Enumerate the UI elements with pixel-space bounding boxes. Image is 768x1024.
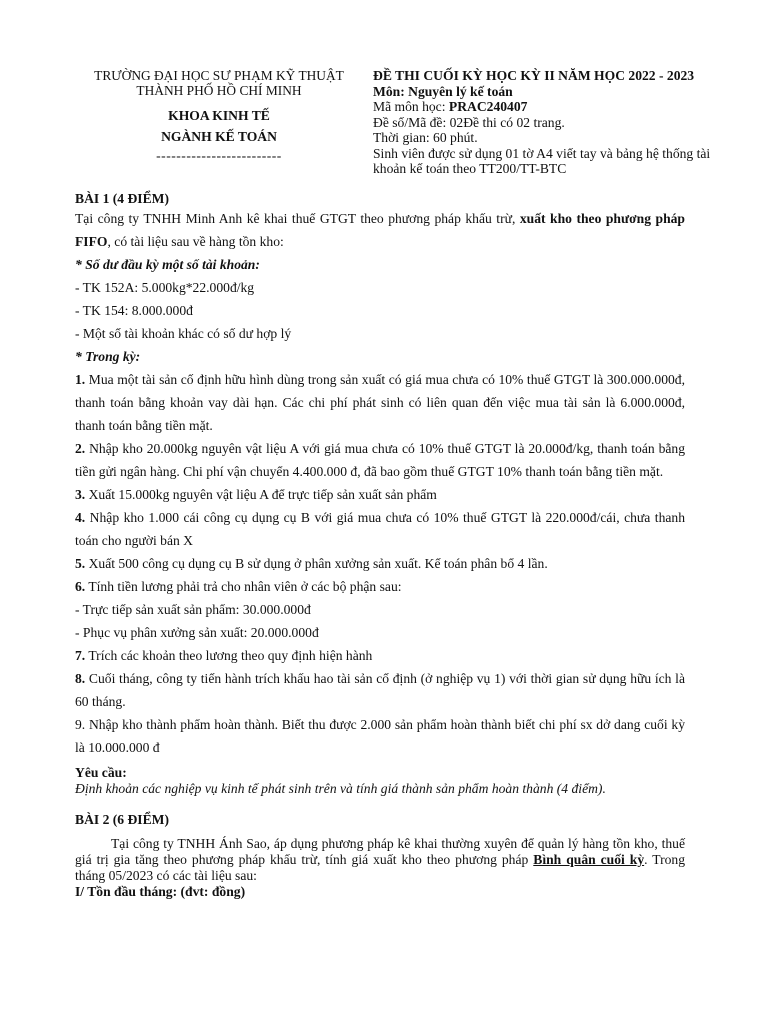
opening-item: - TK 152A: 5.000kg*22.000đ/kg	[75, 280, 255, 295]
exam-number: Đề số/Mã đề: 02Đề thi có 02 trang.	[373, 114, 565, 130]
bai2-title: BÀI 2 (6 ĐIỂM)	[75, 812, 170, 827]
item-number: 3.	[75, 487, 86, 502]
item-number: 1.	[75, 372, 86, 387]
item-number: 5.	[75, 556, 86, 571]
item-text: Nhập kho 1.000 cái công cụ dụng cụ B với giá mua chưa có 10% thuế GTGT là 220.000đ/cái, chưa thanh toán cho người bán X	[75, 510, 685, 548]
header-left	[84, 68, 354, 163]
bai2-intro	[75, 836, 685, 884]
item-number: 4.	[75, 510, 86, 525]
requirement-title: Yêu cầu:	[75, 765, 127, 780]
transaction-item	[75, 644, 685, 667]
exam-body	[75, 190, 685, 900]
bai2-method: Bình quân cuối kỳ	[533, 852, 645, 867]
transaction-item-9: 9. Nhập kho thành phẩm hoàn thành. Biết thu được 2.000 sản phẩm hoàn thành biết chi phí sx dở dang cuối kỳ là 10.000.000 đ	[75, 717, 685, 755]
bai2-section	[75, 811, 685, 900]
item-number: 2.	[75, 441, 86, 456]
period-title: * Trong kỳ:	[75, 349, 141, 364]
item-text: Cuối tháng, công ty tiến hành trích khấu hao tài sản cố định (ở nghiệp vụ 1) với thời gian sử dụng hữu ích là 60 tháng.	[75, 671, 685, 709]
bai1-intro-text: Tại công ty TNHH Minh Anh kê khai thuế GTGT theo phương pháp khấu trừ,	[75, 211, 520, 226]
item-text: Nhập kho 20.000kg nguyên vật liệu A với giá mua chưa có 10% thuế GTGT là 20.000đ/kg, thanh toán bằng tiền gửi ngân hàng. Chi phí vận chuyển 4.400.000 đ, đã bao gồm thuế GTGT 10% thanh toán bằng tiền mặt.	[75, 441, 685, 479]
course-code-line	[373, 99, 718, 115]
exam-title: ĐỀ THI CUỐI KỲ HỌC KỲ II NĂM HỌC 2022 - 2023	[373, 68, 695, 83]
bai1-intro-bold: xuất kho theo phương pháp FIFO	[75, 211, 685, 249]
exam-note: Sinh viên được sử dụng 01 tờ A4 viết tay và bảng hệ thống tài khoản kế toán theo TT200/TT-BTC	[373, 145, 711, 176]
item-number: 8.	[75, 671, 86, 686]
transaction-item	[75, 437, 685, 483]
item-text: Xuất 15.000kg nguyên vật liệu A để trực tiếp sản xuất sản phẩm	[85, 487, 437, 502]
item-number: 6.	[75, 579, 86, 594]
school-name-line2: THÀNH PHỐ HỒ CHÍ MINH	[136, 83, 302, 98]
subject-line	[373, 84, 718, 100]
salary-item: - Phục vụ phân xưởng sản xuất: 20.000.000đ	[75, 625, 319, 640]
bai2-opening-title: I/ Tồn đầu tháng: (đvt: đồng)	[75, 884, 246, 899]
opening-item: - Một số tài khoản khác có số dư hợp lý	[75, 326, 292, 341]
item-text: Tính tiền lương phải trả cho nhân viên ở các bộ phận sau:	[85, 579, 402, 594]
transaction-item	[75, 368, 685, 437]
requirement-text: Định khoản các nghiệp vụ kinh tế phát sinh trên và tính giá thành sản phẩm hoàn thành (4 điểm).	[75, 781, 606, 796]
transaction-item	[75, 506, 685, 552]
subject-label: Môn:	[373, 83, 409, 99]
bai1-intro-end: , có tài liệu sau về hàng tồn kho:	[107, 234, 284, 249]
transaction-item	[75, 483, 685, 506]
bai1-intro	[75, 207, 685, 253]
transaction-item	[75, 552, 685, 575]
opening-item: - TK 154: 8.000.000đ	[75, 303, 193, 318]
bai2-intro-end: . Trong tháng 05/2023 có các tài liệu sau:	[75, 852, 685, 883]
major-name: NGÀNH KẾ TOÁN	[161, 129, 277, 144]
opening-balance-title: * Số dư đầu kỳ một số tài khoản:	[75, 257, 260, 272]
header-divider: -------------------------	[156, 148, 282, 163]
course-code-label: Mã môn học:	[373, 99, 449, 114]
item-text: Mua một tài sản cố định hữu hình dùng trong sản xuất có giá mua chưa có 10% thuế GTGT là 300.000.000đ, thanh toán bằng khoản vay dài hạn. Các chi phí phát sinh có liên quan đến việc mua tài sản là 6.000.000đ, thanh toán bằng tiền mặt.	[75, 372, 685, 433]
exam-time: Thời gian: 60 phút.	[373, 130, 478, 145]
transaction-item	[75, 667, 685, 713]
salary-item: - Trực tiếp sản xuất sản phẩm: 30.000.000đ	[75, 602, 311, 617]
transaction-item	[75, 575, 685, 598]
item-text: Trích các khoản theo lương theo quy định hiện hành	[85, 648, 373, 663]
header-right	[373, 68, 718, 177]
school-name-line1: TRƯỜNG ĐẠI HỌC SƯ PHẠM KỸ THUẬT	[94, 68, 344, 83]
item-text: Xuất 500 công cụ dụng cụ B sử dụng ở phân xưởng sản xuất. Kế toán phân bổ 4 lần.	[85, 556, 548, 571]
bai1-title: BÀI 1 (4 ĐIỂM)	[75, 191, 170, 206]
course-code: PRAC240407	[448, 99, 528, 114]
faculty-name: KHOA KINH TẾ	[168, 108, 270, 123]
bai2-intro-text: Tại công ty TNHH Ánh Sao, áp dụng phương pháp kê khai thường xuyên để quản lý hàng tồn kho, thuế giá trị gia tăng theo phương pháp khấu trừ, tính giá xuất kho theo phương pháp	[75, 836, 685, 867]
item-number: 7.	[75, 648, 86, 663]
subject-name: Nguyên lý kế toán	[408, 83, 513, 99]
